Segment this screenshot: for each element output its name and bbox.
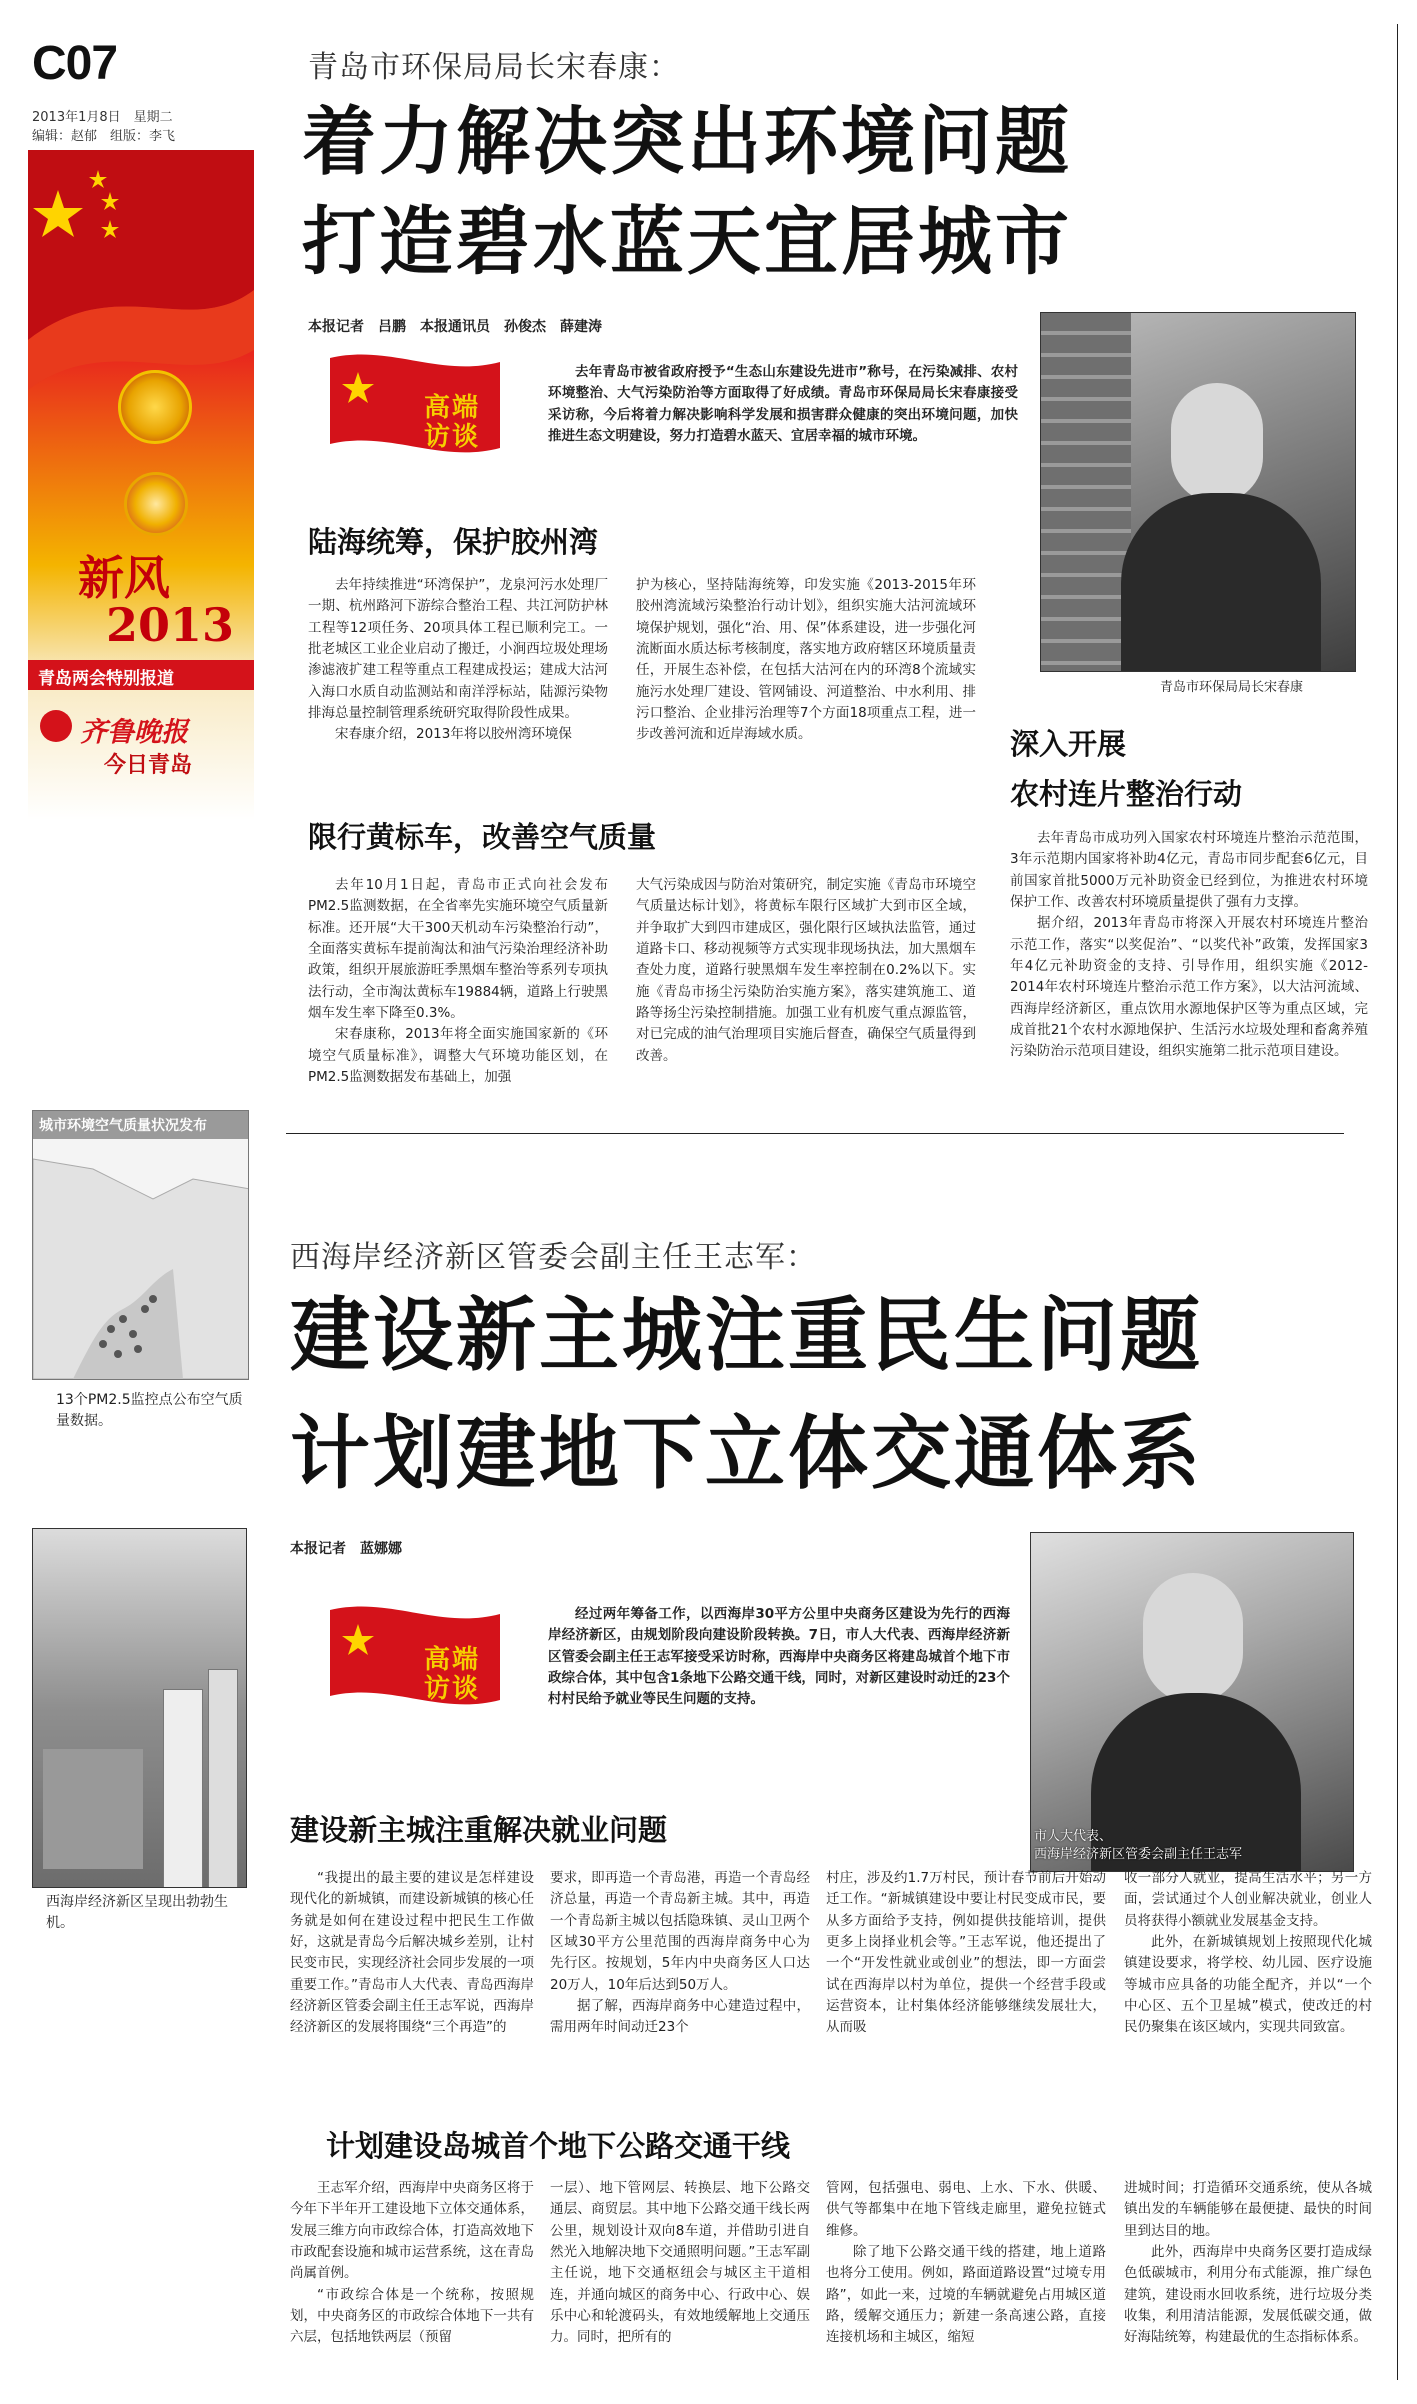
article2-sub2: 计划建设岛城首个地下公路交通干线 — [326, 2129, 791, 2163]
interview-badge-1 — [320, 348, 550, 476]
article1-sub1: 陆海统筹，保护胶州湾 — [308, 525, 599, 559]
article1-sub3b: 农村连片整治行动 — [1010, 777, 1243, 811]
interview-badge-2 — [320, 1600, 550, 1728]
cppcc-emblem — [124, 472, 188, 536]
article2-e1: “我提出的最主要的建议是怎样建设现代化的新城镇，而建设新城镇的核心任务就是如何在建设过程中把民生工作做好，这就是青岛今后解决城乡差别，让村民变市民，实现经济社会同步发展的一项重要工作。”青岛市人大代表、青岛西海岸经济新区管委会副主任王志军说，西海岸经济新区的发展将围绕“三个再造”的 — [290, 1870, 534, 2036]
article2-sub1: 建设新主城注重解决就业问题 — [290, 1813, 668, 1847]
city-photo-caption: 西海岸经济新区呈现出勃勃生机。 — [46, 1894, 228, 1931]
sidebar-year: 2013 — [106, 598, 235, 652]
article1-sub3a: 深入开展 — [1010, 727, 1127, 761]
paper-logo-icon — [40, 710, 72, 742]
article2-f1: 王志军介绍，西海岸中央商务区将于今年下半年开工建设地下立体交通体系，发展三维方向市政综合体，打造高效地下市政配套设施和城市运营系统，这在青岛尚属首例。 “市政综合体是一个统称，按照规划，中央商务区的市政综合体地下一共有六层，包括地铁两层（预留 — [290, 2180, 534, 2346]
article2-headline-2: 计划建地下立体交通体系 — [290, 1407, 1203, 1500]
article1-kicker: 青岛市环保局局长宋春康： — [308, 50, 680, 85]
badge-text-2: 高端访谈 — [424, 1645, 481, 1704]
badge-text-1: 高端访谈 — [424, 393, 481, 452]
page-border-right — [1397, 24, 1398, 2380]
article2-f2: 一层）、地下管网层、转换层、地下公路交通层、商贸层。其中地下公路交通干线长两公里，规划设计双向8车道，并借助引进自然光入地解决地下交通照明问题。”王志军副主任说，地下交通枢纽会与城区主干道相连，并通向城区的商务中心、行政中心、娱乐中心和轮渡码头，有效地缓解地上交通压力。同时，把所有的 — [550, 2180, 810, 2346]
paper-name: 齐鲁晚报 — [80, 717, 188, 748]
portrait-1-caption: 青岛市环保局局长宋春康 — [1160, 680, 1304, 695]
article2-f3: 管网，包括强电、弱电、上水、下水、供暖、供气等都集中在地下管线走廊里，避免拉链式维修。 除了地下公路交通干线的搭建，地上道路也将分工使用。例如，路面道路设置“过境专用路”，如此一来，过境的车辆就避免占用城区道路，缓解交通压力；新建一条高速公路，直接连接机场和主城区，缩短 — [826, 2180, 1106, 2346]
national-emblem — [118, 370, 192, 444]
page-number: C07 — [32, 37, 118, 90]
article1-headline-2: 打造碧水蓝天宜居城市 — [302, 199, 1072, 285]
article1-lead: 去年青岛市被省政府授予“生态山东建设先进市”称号，在污染减排、农村环境整治、大气污染防治等方面取得了好成绩。青岛市环保局局长宋春康接受采访称，今后将着力解决影响科学发展和损害群众健康的突出环境问题，加快推进生态文明建设，努力打造碧水蓝天、宜居幸福的城市环境。 — [548, 364, 1018, 444]
article2-byline: 本报记者 蓝娜娜 — [290, 1541, 402, 1557]
portrait-song-chunkang — [1040, 312, 1356, 672]
portrait-2-caption: 市人大代表、 西海岸经济新区管委会副主任王志军 — [1034, 1829, 1243, 1862]
sidebar-xinfeng: 新风 — [78, 551, 170, 605]
portrait-wang-zhijun — [1030, 1532, 1354, 1872]
article2-kicker: 西海岸经济新区管委会副主任王志军： — [290, 1240, 817, 1275]
editors-line: 编辑：赵郁 组版：李飞 — [32, 129, 176, 144]
article2-f4: 进城时间；打造循环交通系统，使从各城镇出发的车辆能够在最便捷、最快的时间里到达目的地。 此外，西海岸中央商务区要打造成绿色低碳城市，利用分布式能源，推广绿色建筑，建设雨水回收系统，进行垃圾分类收集，利用清洁能源，发展低碳交通，做好海陆统筹，构建最优的生态指标体系。 — [1124, 2180, 1372, 2346]
city-photo — [32, 1528, 247, 1888]
section-separator — [286, 1133, 1344, 1134]
article1-s3-text: 去年青岛市成功列入国家农村环境连片整治示范范围，3年示范期内国家将补助4亿元，青岛市同步配套6亿元，目前国家首批5000万元补助资金已经到位，为推进农村环境保护工作、改善农村环境质量提供了强有力支撑。 据介绍，2013年青岛市将深入开展农村环境连片整治示范工作，落实“以奖促治”、“以奖代补”政策，发挥国家3年4亿元补助资金的支持、引导作用，组织实施《2012-2014年农村环境连片整治示范工作方案》，以大沽河流域、西海岸经济新区，重点饮用水源地保护区等为重点区域，完成首批21个农村水源地保护、生活污水垃圾处理和畜禽养殖污染防治示范项目建设，组织实施第二批示范项目建设。 — [1010, 830, 1368, 1060]
article1-headline-1: 着力解决突出环境问题 — [302, 99, 1072, 185]
air-quality-map — [32, 1110, 249, 1380]
article1-s2-col1: 去年10月1日起，青岛市正式向社会发布PM2.5监测数据，在全省率先实施环境空气质量新标准。还开展“大干300天机动车污染整治行动”，全面落实黄标车提前淘汰和油气污染治理经济补助政策，组织开展旅游旺季黑烟车整治等系列专项执法行动，全市淘汰黄标车19884辆，道路上行驶黑烟车发生率下降至0.3%。 宋春康称，2013年将全面实施国家新的《环境空气质量标准》，调整大气环境功能区划，在PM2.5监测数据发布基础上，加强 — [308, 877, 608, 1085]
sidebar-banner — [28, 150, 254, 820]
article2-e3: 村庄，涉及约1.7万村民，预计春节前后开始动迁工作。“新城镇建设中要让村民变成市民，要从多方面给予支持，例如提供技能培训，提供更多上岗择业机会等。”王志军说，他还提出了一个“开发性就业或创业”的想法，即一方面尝试在西海岸以村为单位，提供一个经营手段或运营资本，让村集体经济能够继续发展壮大，从而吸 — [826, 1870, 1106, 2036]
article1-s1-col2: 护为核心，坚持陆海统筹，印发实施《2013-2015年环胶州湾流域污染整治行动计划》，组织实施大沽河流域环境保护规划，强化“治、用、保”体系建设，进一步强化河流断面水质达标考核制度，落实地方政府辖区环境质量责任，开展生态补偿，在包括大沽河在内的环湾8个流域实施污水处理厂建设、管网铺设、河道整治、中水利用、排污口整治、企业排污治理等7个方面18项重点工程，进一步改善河流和近岸海域水质。 — [636, 577, 976, 743]
map-graphic — [33, 1139, 249, 1379]
map-title: 城市环境空气质量状况发布 — [33, 1111, 248, 1139]
section-name: 今日青岛 — [104, 753, 193, 778]
article2-e4: 收一部分人就业，提高生活水平；另一方面，尝试通过个人创业解决就业，创业人员将获得小额就业发展基金支持。 此外，在新城镇规划上按照现代化城镇建设要求，将学校、幼儿园、医疗设施等城市应具备的功能全配齐，并以“一个中心区、五个卫星城”模式，使改迁的村民仍聚集在该区域内，实现共同致富。 — [1124, 1870, 1372, 2036]
issue-date: 2013年1月8日 星期二 — [32, 110, 173, 125]
article2-e2: 要求，即再造一个青岛港，再造一个青岛经济总量，再造一个青岛新主城。其中，再造一个青岛新主城以包括隐珠镇、灵山卫两个区域30平方公里范围的西海岸商务中心为先行区。按规划，5年内中央商务区人口达20万人，10年后达到50万人。 据了解，西海岸商务中心建造过程中，需用两年时间动迁23个 — [550, 1870, 810, 2036]
article1-s2-col2: 大气污染成因与防治对策研究，制定实施《青岛市环境空气质量达标计划》，将黄标车限行区域扩大到市区全域，并争取扩大到四市建成区，强化限行区域执法监管，通过道路卡口、移动视频等方式实现非现场执法，加大黑烟车查处力度，道路行驶黑烟车发生率控制在0.2%以下。实施《青岛市扬尘污染防治实施方案》，落实建筑施工、道路等扬尘污染控制措施。加强工业有机废气重点源监管，对已完成的油气治理项目实施后督查，确保空气质量得到改善。 — [636, 877, 976, 1064]
article2-lead: 经过两年筹备工作，以西海岸30平方公里中央商务区建设为先行的西海岸经济新区，由规划阶段向建设阶段转换。7日，市人大代表、西海岸经济新区管委会副主任王志军接受采访时称，西海岸中央商务区将建岛城首个地下市政综合体，其中包含1条地下公路交通干线，同时，对新区建设时动迁的23个村村民给予就业等民生问题的支持。 — [548, 1606, 1010, 1708]
sidebar-special: 青岛两会特别报道 — [38, 669, 174, 689]
article1-byline: 本报记者 吕鹏 本报通讯员 孙俊杰 薛建涛 — [308, 319, 602, 335]
article1-s1-col1: 去年持续推进“环湾保护”，龙泉河污水处理厂一期、杭州路河下游综合整治工程、共江河防护林工程等12项任务、20项具体工程已顺利完工。一批老城区工业企业启动了搬迁，小涧西垃圾处理场渗滤液扩建工程等重点工程建成投运；建成大沽河入海口水质自动监测站和南洋浮标站，陆源污染物排海总量控制管理系统研究取得阶段性成果。 宋春康介绍，2013年将以胶州湾环境保 — [308, 577, 608, 743]
map-caption: 13个PM2.5监控点公布空气质量数据。 — [56, 1392, 243, 1429]
article1-sub2: 限行黄标车，改善空气质量 — [308, 820, 657, 854]
article2-headline-1: 建设新主城注重民生问题 — [290, 1289, 1203, 1382]
